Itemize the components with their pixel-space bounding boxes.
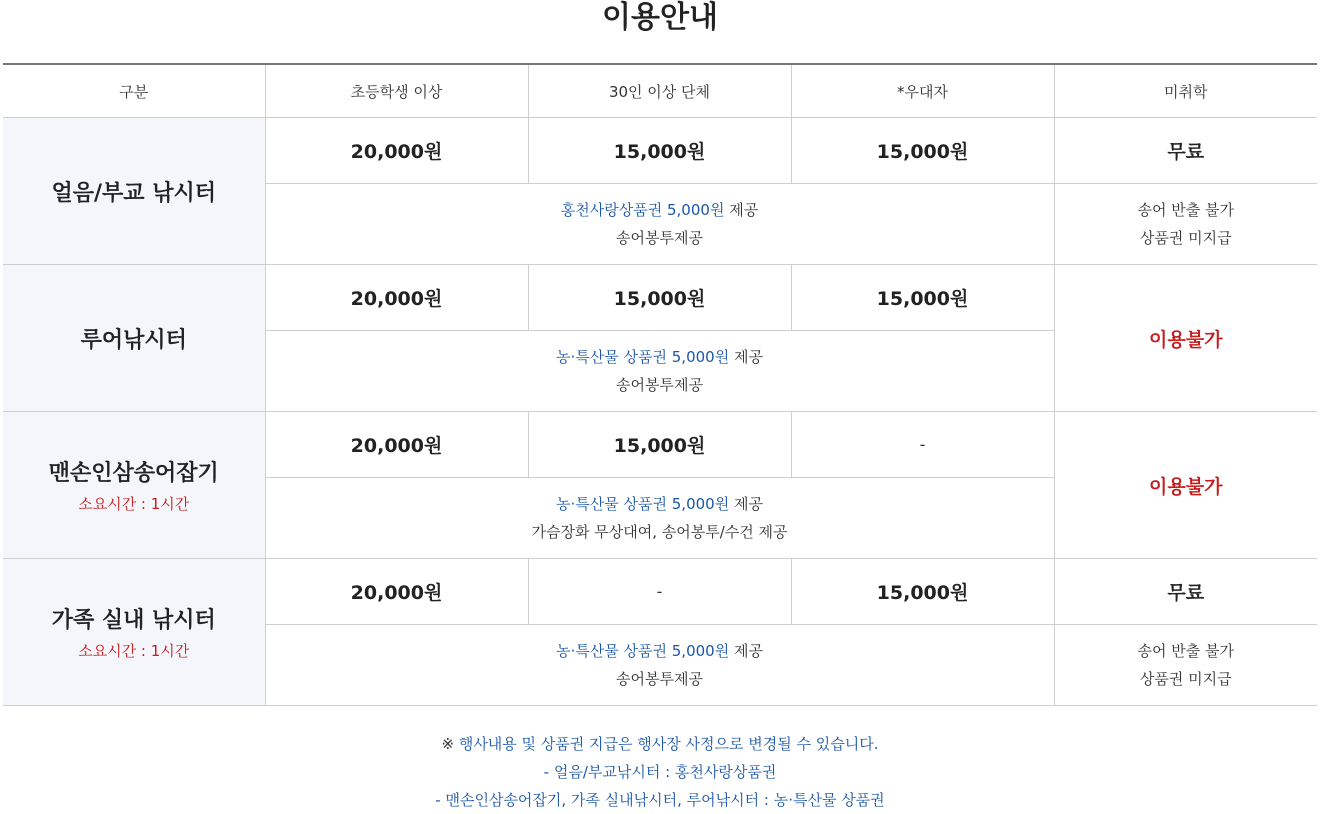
header-preferential: *우대자 bbox=[791, 64, 1054, 118]
table-header-row bbox=[3, 64, 1317, 118]
voucher-text: 농·특산물 상품권 5,000원 bbox=[556, 642, 730, 660]
price-preferential: - bbox=[791, 412, 1054, 478]
benefit-note bbox=[265, 331, 1054, 412]
price-preferential: 15,000원 bbox=[791, 559, 1054, 625]
header-elementary: 초등학생 이상 bbox=[265, 64, 528, 118]
benefit-line2: 송어봉투제공 bbox=[616, 229, 703, 247]
preschool-note-line1: 송어 반출 불가 bbox=[1137, 201, 1234, 219]
benefit-line2: 송어봉투제공 bbox=[616, 376, 703, 394]
voucher-text: 농·특산물 상품권 5,000원 bbox=[556, 495, 730, 513]
header-group: 30인 이상 단체 bbox=[528, 64, 791, 118]
category-cell bbox=[3, 265, 265, 412]
preschool-note-line2: 상품권 미지급 bbox=[1139, 670, 1232, 688]
price-elementary: 20,000원 bbox=[265, 118, 528, 184]
voucher-tail: 제공 bbox=[724, 201, 759, 219]
benefit-line2: 가슴장화 무상대여, 송어봉투/수건 제공 bbox=[531, 523, 788, 541]
price-group: 15,000원 bbox=[528, 412, 791, 478]
benefit-note bbox=[265, 478, 1054, 559]
preschool-note-line2: 상품권 미지급 bbox=[1139, 229, 1232, 247]
reference-mark: ※ bbox=[441, 735, 455, 753]
voucher-tail: 제공 bbox=[729, 348, 763, 366]
footnote-line1: 행사내용 및 상품권 지급은 행사장 사정으로 변경될 수 있습니다. bbox=[454, 735, 879, 753]
category-name: 얼음/부교 낚시터 bbox=[51, 180, 216, 206]
price-elementary: 20,000원 bbox=[265, 265, 528, 331]
preschool-unavailable: 이용불가 bbox=[1054, 412, 1317, 559]
preschool-note bbox=[1054, 184, 1317, 265]
header-preschool: 미취학 bbox=[1054, 64, 1317, 118]
table-row bbox=[3, 412, 1317, 478]
category-name: 가족 실내 낚시터 bbox=[51, 608, 216, 633]
table-row bbox=[3, 265, 1317, 331]
preschool-note bbox=[1054, 625, 1317, 706]
voucher-text: 홍천사랑상품권 5,000원 bbox=[560, 201, 725, 219]
header-category: 구분 bbox=[3, 64, 265, 118]
category-cell bbox=[3, 118, 265, 265]
voucher-tail: 제공 bbox=[729, 642, 763, 660]
preschool-note-line1: 송어 반출 불가 bbox=[1137, 642, 1234, 660]
voucher-tail: 제공 bbox=[729, 495, 763, 513]
price-group: 15,000원 bbox=[528, 265, 791, 331]
benefit-note bbox=[265, 184, 1054, 265]
benefit-line2: 송어봉투제공 bbox=[616, 670, 703, 688]
preschool-unavailable: 이용불가 bbox=[1054, 265, 1317, 412]
price-preschool: 무료 bbox=[1054, 559, 1317, 625]
price-group: - bbox=[528, 559, 791, 625]
price-group: 15,000원 bbox=[528, 118, 791, 184]
footnote-line2: - 얼음/부교낚시터 : 홍천사랑상품권 bbox=[543, 763, 777, 781]
table-row bbox=[3, 118, 1317, 184]
duration-note: 소요시간 : 1시간 bbox=[78, 642, 190, 660]
price-table bbox=[3, 63, 1317, 706]
table-row bbox=[3, 559, 1317, 625]
price-preschool: 무료 bbox=[1054, 118, 1317, 184]
price-preferential: 15,000원 bbox=[791, 265, 1054, 331]
duration-note: 소요시간 : 1시간 bbox=[78, 495, 190, 513]
footnote-line3: - 맨손인삼송어잡기, 가족 실내낚시터, 루어낚시터 : 농·특산물 상품권 bbox=[435, 791, 885, 809]
page-title: 이용안내 bbox=[602, 0, 718, 35]
price-preferential: 15,000원 bbox=[791, 118, 1054, 184]
category-cell bbox=[3, 412, 265, 559]
footnotes bbox=[0, 730, 1320, 814]
price-elementary: 20,000원 bbox=[265, 559, 528, 625]
benefit-note bbox=[265, 625, 1054, 706]
footnote-main bbox=[0, 730, 1320, 758]
category-name: 맨손인삼송어잡기 bbox=[48, 461, 219, 486]
price-elementary: 20,000원 bbox=[265, 412, 528, 478]
voucher-text: 농·특산물 상품권 5,000원 bbox=[556, 348, 730, 366]
category-cell bbox=[3, 559, 265, 706]
category-name: 루어낚시터 bbox=[80, 327, 187, 353]
